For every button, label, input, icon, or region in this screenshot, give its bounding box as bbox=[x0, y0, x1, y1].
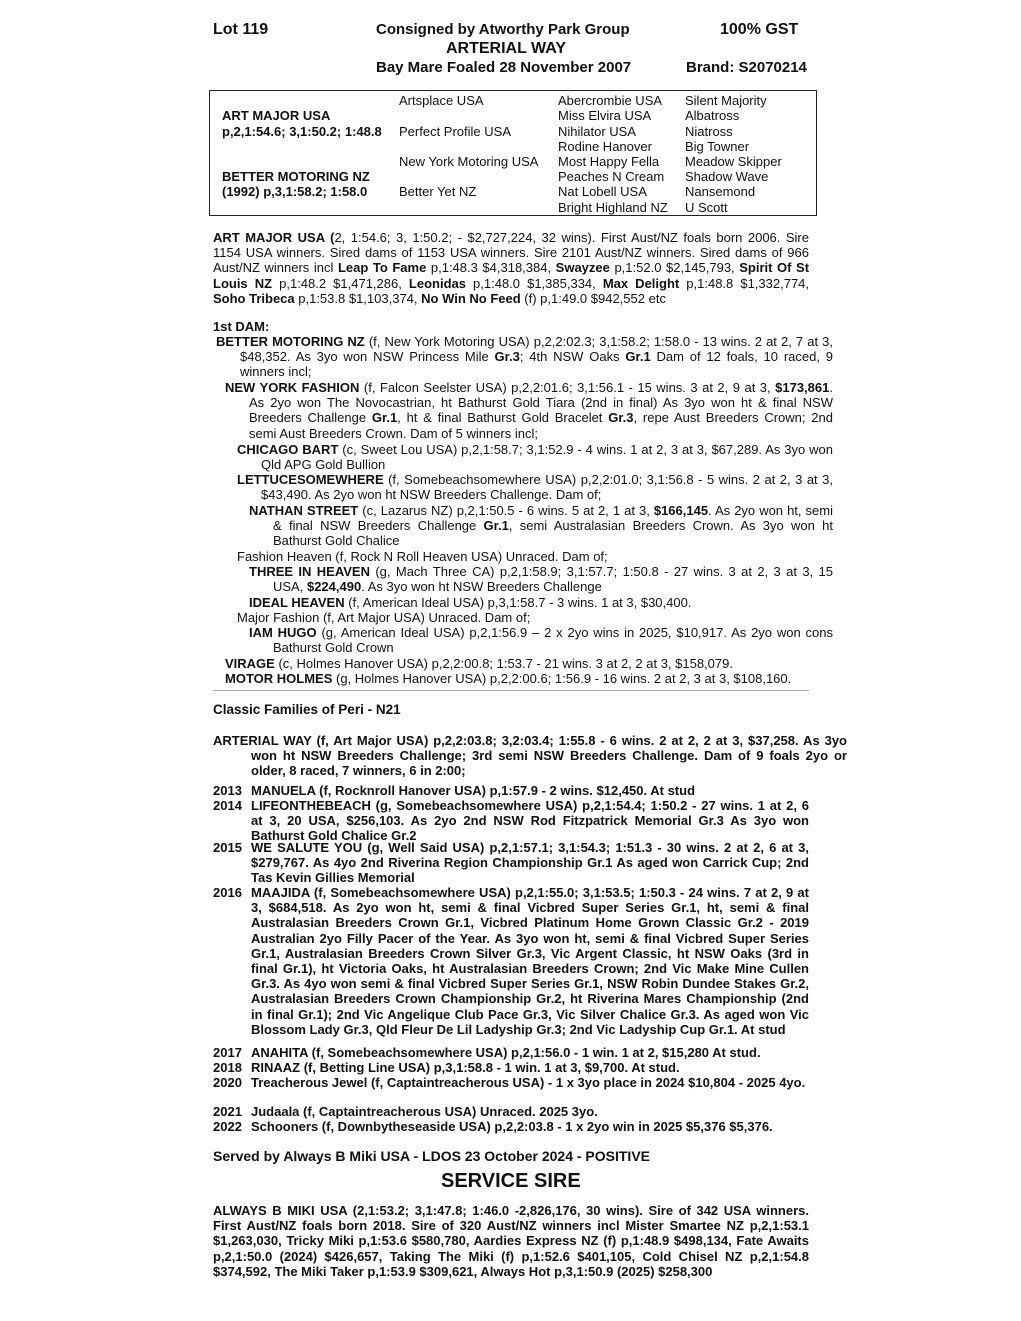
progeny-entry: MOTOR HOLMES (g, Holmes Hanover USA) p,2,2:00.6; 1:56.9 - 16 wins. 2 at 2, 3 at 3, $108,160. bbox=[225, 671, 792, 686]
pedigree-gen3: Peaches N Cream bbox=[558, 169, 665, 184]
progeny-entry: CHICAGO BART (c, Sweet Lou USA) p,2,1:58.7; 3,1:52.9 - 4 wins. 1 at 2, 3 at 3, $67,289. As 3yo won Qld APG Gold Bullion bbox=[237, 442, 833, 473]
pedigree-gen3: Most Happy Fella bbox=[558, 154, 660, 169]
first-dam-heading: 1st DAM: bbox=[213, 319, 270, 334]
pedigree-gen4: Silent Majority bbox=[685, 93, 767, 108]
pedigree-gen4: Niatross bbox=[685, 124, 733, 139]
pedigree-dam-record: (1992) p,3,1:58.2; 1:58.0 bbox=[222, 184, 368, 199]
pedigree-gen3: Miss Elvira USA bbox=[558, 108, 652, 123]
arterial-way-entry: ARTERIAL WAY (f, Art Major USA) p,2,2:03.8; 3,2:03.4; 1:55.8 - 6 wins. 2 at 2, 2 at 3, $37,258. As 3yo won ht NSW Breeders Challenge; 3rd semi NSW Breeders Challenge. Dam of 9 foals 2yo or older, 8 raced, 7 winners, 6 in 2:00; bbox=[213, 733, 847, 779]
section-divider bbox=[213, 690, 809, 691]
progeny-entry: THREE IN HEAVEN (g, Mach Three CA) p,2,1:58.9; 3,1:57.7; 1:50.8 - 27 wins. 3 at 2, 3 at 3, 15 USA, $224,490. As 3yo won ht NSW Breeders Challenge bbox=[249, 564, 833, 595]
pedigree-gen3: Bright Highland NZ bbox=[558, 200, 668, 215]
pedigree-gen3: Rodine Hanover bbox=[558, 139, 652, 154]
progeny-year-row: 2021 Judaala (f, Captaintreacherous USA) Unraced. 2025 3yo. bbox=[213, 1104, 598, 1119]
progeny-entry: NEW YORK FASHION (f, Falcon Seelster USA) p,2,2:01.6; 3,1:56.1 - 15 wins. 3 at 2, 9 at 3, $173,861. As 2yo won The Novocastrian, ht Bathurst Gold Tiara (2nd in final) As 3yo won ht & final NSW Breeders Challenge Gr.1, ht & final Bathurst Gold Bracelet Gr.3, repe Aust Breeders Crown; 2nd semi Aust Breeders Crown. Dam of 5 winners incl; bbox=[225, 380, 833, 441]
pedigree-gen2: Perfect Profile USA bbox=[399, 124, 511, 139]
pedigree-sire-record: p,2,1:54.6; 3,1:50.2; 1:48.8 bbox=[222, 124, 382, 139]
pedigree-gen4: U Scott bbox=[685, 200, 728, 215]
gst-label: 100% GST bbox=[720, 21, 799, 38]
horse-description: Bay Mare Foaled 28 November 2007 bbox=[376, 59, 632, 76]
pedigree-gen4: Meadow Skipper bbox=[685, 154, 782, 169]
progeny-entry: Major Fashion (f, Art Major USA) Unraced. Dam of; bbox=[237, 610, 531, 625]
progeny-year-row: 2022 Schooners (f, Downbytheseaside USA) p,2,2:03.8 - 1 x 2yo win in 2025 $5,376 $5,376. bbox=[213, 1119, 773, 1134]
lot-number: Lot 119 bbox=[213, 21, 269, 38]
sire-summary: ART MAJOR USA (2, 1:54.6; 3, 1:50.2; - $2,727,224, 32 wins). First Aust/NZ foals born 2006. Sire 1154 USA winners. Sired dams of 1153 USA winners. Sire 2101 Aust/NZ winners. Sired dams of 966 Aust/NZ winners incl Leap To Fame p,1:48.3 $4,318,384, Swayzee p,1:52.0 $2,145,793, Spirit Of St Louis NZ p,1:48.2 $1,471,286, Leonidas p,1:48.0 $1,385,334, Max Delight p,1:48.8 $1,332,774, Soho Tribeca p,1:53.8 $1,103,374, No Win No Feed (f) p,1:49.0 $942,552 etc bbox=[213, 230, 810, 306]
progeny-year-row: 2013 MANUELA (f, Rocknroll Hanover USA) p,1:57.9 - 2 wins. $12,450. At stud bbox=[213, 783, 696, 798]
served-line: Served by Always B Miki USA - LDOS 23 October 2024 - POSITIVE bbox=[213, 1148, 650, 1164]
pedigree-gen2: New York Motoring USA bbox=[399, 154, 539, 169]
pedigree-gen4: Nansemond bbox=[685, 184, 756, 199]
family-heading: Classic Families of Peri - N21 bbox=[213, 702, 401, 717]
pedigree-gen2: Artsplace USA bbox=[399, 93, 484, 108]
progeny-entry: Fashion Heaven (f, Rock N Roll Heaven USA) Unraced. Dam of; bbox=[237, 549, 608, 564]
progeny-year-row: 2016 MAAJIDA (f, Somebeachsomewhere USA) p,2,1:55.0; 3,1:53.5; 1:50.3 - 24 wins. 7 at 2, 9 at 3, $684,518. As 2yo won ht, semi & final Vicbred Super Series Gr.1, ht, semi & final Australasian Breeders Crown Gr.1, Vicbred Platinum Home Grown Classic Gr.2 - 2019 Australian 2yo Filly Pacer of the Year. As 3yo won ht, semi & final Vicbred Super Series Gr.1, Australasian Breeders Crown Silver Gr.3, Vic Argent Classic, ht NSW Oaks (3rd in final Gr.1), ht Victoria Oaks, ht Australasian Breeders Crown; 2nd Vic Make Mine Cullen Gr.3. As 4yo won semi & final Vicbred Super Series Gr.1, NSW Robin Dundee Stakes Gr.2, Australasian Breeders Crown Championship Gr.2, ht Riverina Mares Championship (2nd in final Gr.1); 2nd Vic Angelique Club Pace Gr.3, Vic Silver Chalice Gr.3. As aged won Vic Blossom Lady Gr.3, Qld Fleur De Lil Ladyship Gr.3; 2nd Vic Ladyship Cup Gr.1. At stud bbox=[213, 885, 809, 1037]
dam-entry: BETTER MOTORING NZ (f, New York Motoring USA) p,2,2:02.3; 3,1:58.2; 1:58.0 - 13 wins. 2 at 2, 7 at 3, $48,352. As 3yo won NSW Princess Mile Gr.3; 4th NSW Oaks Gr.1 Dam of 12 foals, 10 raced, 9 winners incl; bbox=[216, 334, 833, 380]
horse-name: ARTERIAL WAY bbox=[446, 40, 567, 57]
progeny-year-row: 2018 RINAAZ (f, Betting Line USA) p,3,1:58.8 - 1 win. 1 at 3, $9,700. At stud. bbox=[213, 1060, 680, 1075]
progeny-year-row: 2017 ANAHITA (f, Somebeachsomewhere USA) p,2,1:56.0 - 1 win. 1 at 2, $15,280 At stud. bbox=[213, 1045, 761, 1060]
pedigree-gen2: Better Yet NZ bbox=[399, 184, 477, 199]
pedigree-gen3: Abercrombie USA bbox=[558, 93, 663, 108]
progeny-entry: VIRAGE (c, Holmes Hanover USA) p,2,2:00.8; 1:53.7 - 21 wins. 3 at 2, 2 at 3, $158,079. bbox=[225, 656, 733, 671]
pedigree-gen4: Big Towner bbox=[685, 139, 750, 154]
progeny-entry: NATHAN STREET (c, Lazarus NZ) p,2,1:50.5 - 6 wins. 5 at 2, 1 at 3, $166,145. As 2yo won ht, semi & final NSW Breeders Challenge Gr.1, semi Australasian Breeders Crown. As 3yo won ht Bathurst Gold Chalice bbox=[249, 503, 834, 549]
progeny-year-row: 2014 LIFEONTHEBEACH (g, Somebeachsomewhere USA) p,2,1:54.4; 1:50.2 - 27 wins. 1 at 2, 6 at 3, 20 USA, $256,103. As 2yo 2nd NSW Rod Fitzpatrick Memorial Gr.3 As 3yo won Bathurst Gold Chalice Gr.2 bbox=[213, 798, 809, 844]
pedigree-gen3: Nihilator USA bbox=[558, 124, 637, 139]
progeny-entry: IDEAL HEAVEN (f, American Ideal USA) p,3,1:58.7 - 3 wins. 1 at 3, $30,400. bbox=[249, 595, 692, 610]
pedigree-gen4: Shadow Wave bbox=[685, 169, 769, 184]
pedigree-gen4: Albatross bbox=[685, 108, 740, 123]
service-sire-text: ALWAYS B MIKI USA (2,1:53.2; 3,1:47.8; 1:46.0 -2,826,176, 30 wins). Sire of 342 USA winners. First Aust/NZ foals born 2018. Sire of 320 Aust/NZ winners incl Mister Smartee NZ p,2,1:53.1 $1,263,030, Tricky Miki p,1:53.6 $580,780, Aardies Express NZ (f) p,1:48.9 $498,134, Fate Awaits p,2,1:50.0 (2024) $426,657, Taking The Miki (f) p,1:52.6 $401,105, Cold Chisel NZ p,2,1:54.8 $374,592, The Miki Taker p,1:53.9 $309,621, Always Hot p,3,1:50.9 (2025) $258,300 bbox=[213, 1203, 809, 1279]
progeny-year-row: 2020 Treacherous Jewel (f, Captaintreacherous USA) - 1 x 3yo place in 2024 $10,804 - 2025 4yo. bbox=[213, 1075, 806, 1090]
progeny-year-row: 2015 WE SALUTE YOU (g, Well Said USA) p,2,1:57.1; 3,1:54.3; 1:51.3 - 30 wins. 2 at 2, 6 at 3, $279,767. As 4yo 2nd Riverina Region Championship Gr.1 As aged won Carrick Cup; 2nd Tas Kevin Gillies Memorial bbox=[213, 840, 809, 886]
service-sire-heading: SERVICE SIRE bbox=[441, 1170, 581, 1192]
pedigree-sire: ART MAJOR USA bbox=[222, 108, 331, 123]
pedigree-gen3: Nat Lobell USA bbox=[558, 184, 647, 199]
progeny-entry: LETTUCESOMEWHERE (f, Somebeachsomewhere USA) p,2,2:01.0; 3,1:56.8 - 5 wins. 2 at 2, 3 at 3, $43,490. As 2yo won ht NSW Breeders Challenge. Dam of; bbox=[237, 472, 833, 503]
progeny-entry: IAM HUGO (g, American Ideal USA) p,2,1:56.9 – 2 x 2yo wins in 2025, $10,917. As 2yo won cons Bathurst Gold Crown bbox=[249, 625, 833, 656]
brand: Brand: S2070214 bbox=[686, 59, 807, 76]
pedigree-dam: BETTER MOTORING NZ bbox=[222, 169, 370, 184]
consignor: Consigned by Atworthy Park Group bbox=[376, 21, 630, 38]
